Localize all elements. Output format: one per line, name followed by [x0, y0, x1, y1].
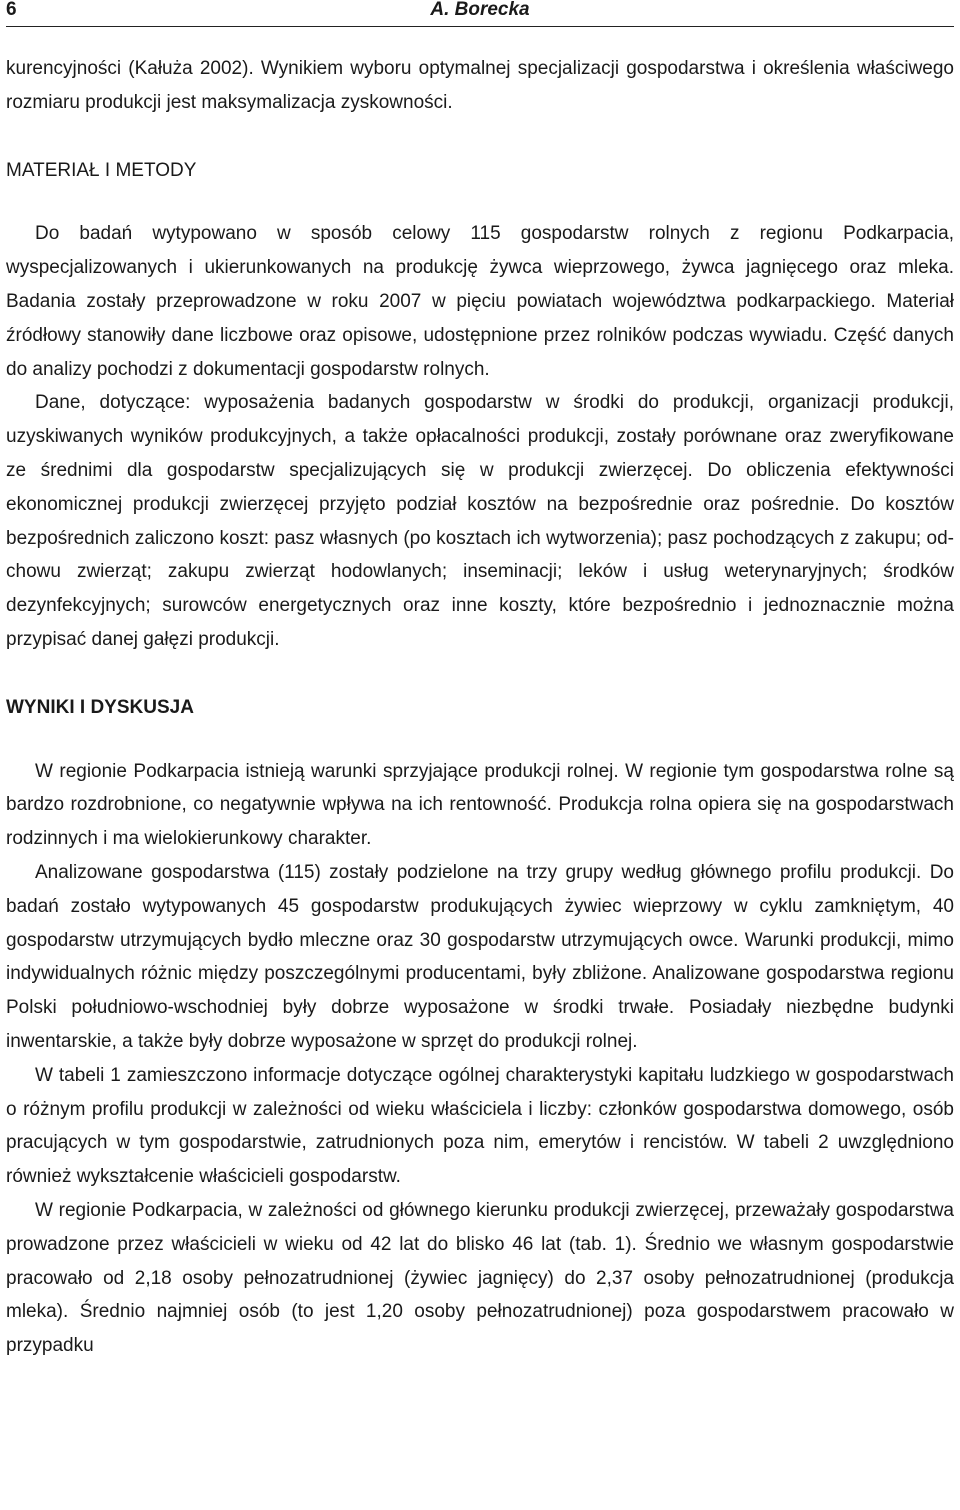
materials-paragraph: Dane, dotyczące: wyposażenia badanych gospodarstw w środki do produkcji, organizacji produkcji, uzyskiwanych wyników produkcyjnych, a także opłacalności produkcji, zostały porównane oraz zweryfikowane ze średnimi dla gospodarstw specjalizujących się w produkcji zwierzęcej. Do obliczenia efektywności ekonomicznej produkcji zwierzęcej przyjęto podział kosztów na bezpośrednie oraz pośrednie. Do kosztów bezpośrednich zaliczono koszt: pasz własnych (po kosztach ich wytworzenia); pasz pochodzących z zakupu; odchowu zwierząt; zakupu zwierząt hodowlanych; inseminacji; leków i usług weterynaryjnych; środków dezynfekcyjnych; surowców energetycznych oraz inne koszty, które bezpośrednio i jednoznacznie można przypisać danej gałęzi produkcji. [6, 392, 954, 650]
article-body [6, 52, 954, 1363]
results-paragraph: W regionie Podkarpacia istnieją warunki sprzyjające produkcji rolnej. W regionie tym gospodarstwa rolne są bardzo rozdrobnione, co negatywnie wpływa na ich rentowność. Produkcja rolna opiera się na gospodarstwach rodzinnych i ma wielokierunkowy charakter. [6, 760, 954, 850]
section-heading-results: WYNIKI I DYSKUSJA [6, 696, 194, 718]
materials-paragraph: Do badań wytypowano w sposób celowy 115 gospodarstw rolnych z regionu Podkarpacia, wyspecjalizowanych i ukierunkowanych na produkcję żywca wieprzowego, żywca jagnięcego oraz mleka. Badania zostały przeprowadzone w roku 2007 w pięciu powiatach województwa podkarpackiego. Materiał źródłowy stanowiły dane liczbowe oraz opisowe, udostępnione przez rolników podczas wywiadu. Część danych do analizy pochodzi z dokumentacji gospodarstw rolnych. [6, 223, 954, 380]
section-heading-materials: MATERIAŁ I METODY [6, 159, 197, 181]
results-paragraph: Analizowane gospodarstwa (115) zostały podzielone na trzy grupy według głównego profilu produkcji. Do badań zostało wytypowanych 45 gospodarstw produkujących żywiec wieprzowy w cyklu zamkniętym, 40 gospodarstw utrzymujących bydło mleczne oraz 30 gospodarstw utrzymujących owce. Warunki produkcji, mimo indywidualnych różnic między poszczególnymi producentami, były zbliżone. Analizowane gospodarstwa regionu Polski południowo-wschodniej były dobrze wyposażone w środki trwałe. Posiadały niezbędne budynki inwentarskie, a także były dobrze wyposażone w sprzęt do produkcji rolnej. [6, 861, 954, 1052]
running-head-author: A. Borecka [430, 0, 530, 20]
page-header [6, 0, 954, 27]
intro-paragraph: kurencyjności (Kałuża 2002). Wynikiem wyboru optymalnej specjalizacji gospodarstwa i określenia właściwego rozmiaru produkcji jest maksymalizacja zyskowności. [6, 58, 954, 113]
page-number: 6 [6, 0, 17, 20]
results-paragraph: W tabeli 1 zamieszczono informacje dotyczące ogólnej charakterystyki kapitału ludzkiego w gospodarstwach o różnym profilu produkcji w zależności od wieku właściciela i liczby: członków gospodarstwa domowego, osób pracujących w tym gospodarstwie, zatrudnionych poza nim, emerytów i rencistów. W tabeli 2 uwzględniono również wykształcenie właścicieli gospodarstw. [6, 1064, 954, 1188]
results-paragraph: W regionie Podkarpacia, w zależności od głównego kierunku produkcji zwierzęcej, przeważały gospodarstwa prowadzone przez właścicieli w wieku od 42 lat do blisko 46 lat (tab. 1). Średnio we własnym gospodarstwie pracowało od 2,18 osoby pełnozatrudnionej (żywiec jagnięcy) do 2,37 osoby pełnozatrudnionej (produkcja mleka). Średnio najmniej osób (to jest 1,20 osoby pełnozatrudnionej) poza gospodarstwem pracowało w przypadku [6, 1199, 954, 1357]
